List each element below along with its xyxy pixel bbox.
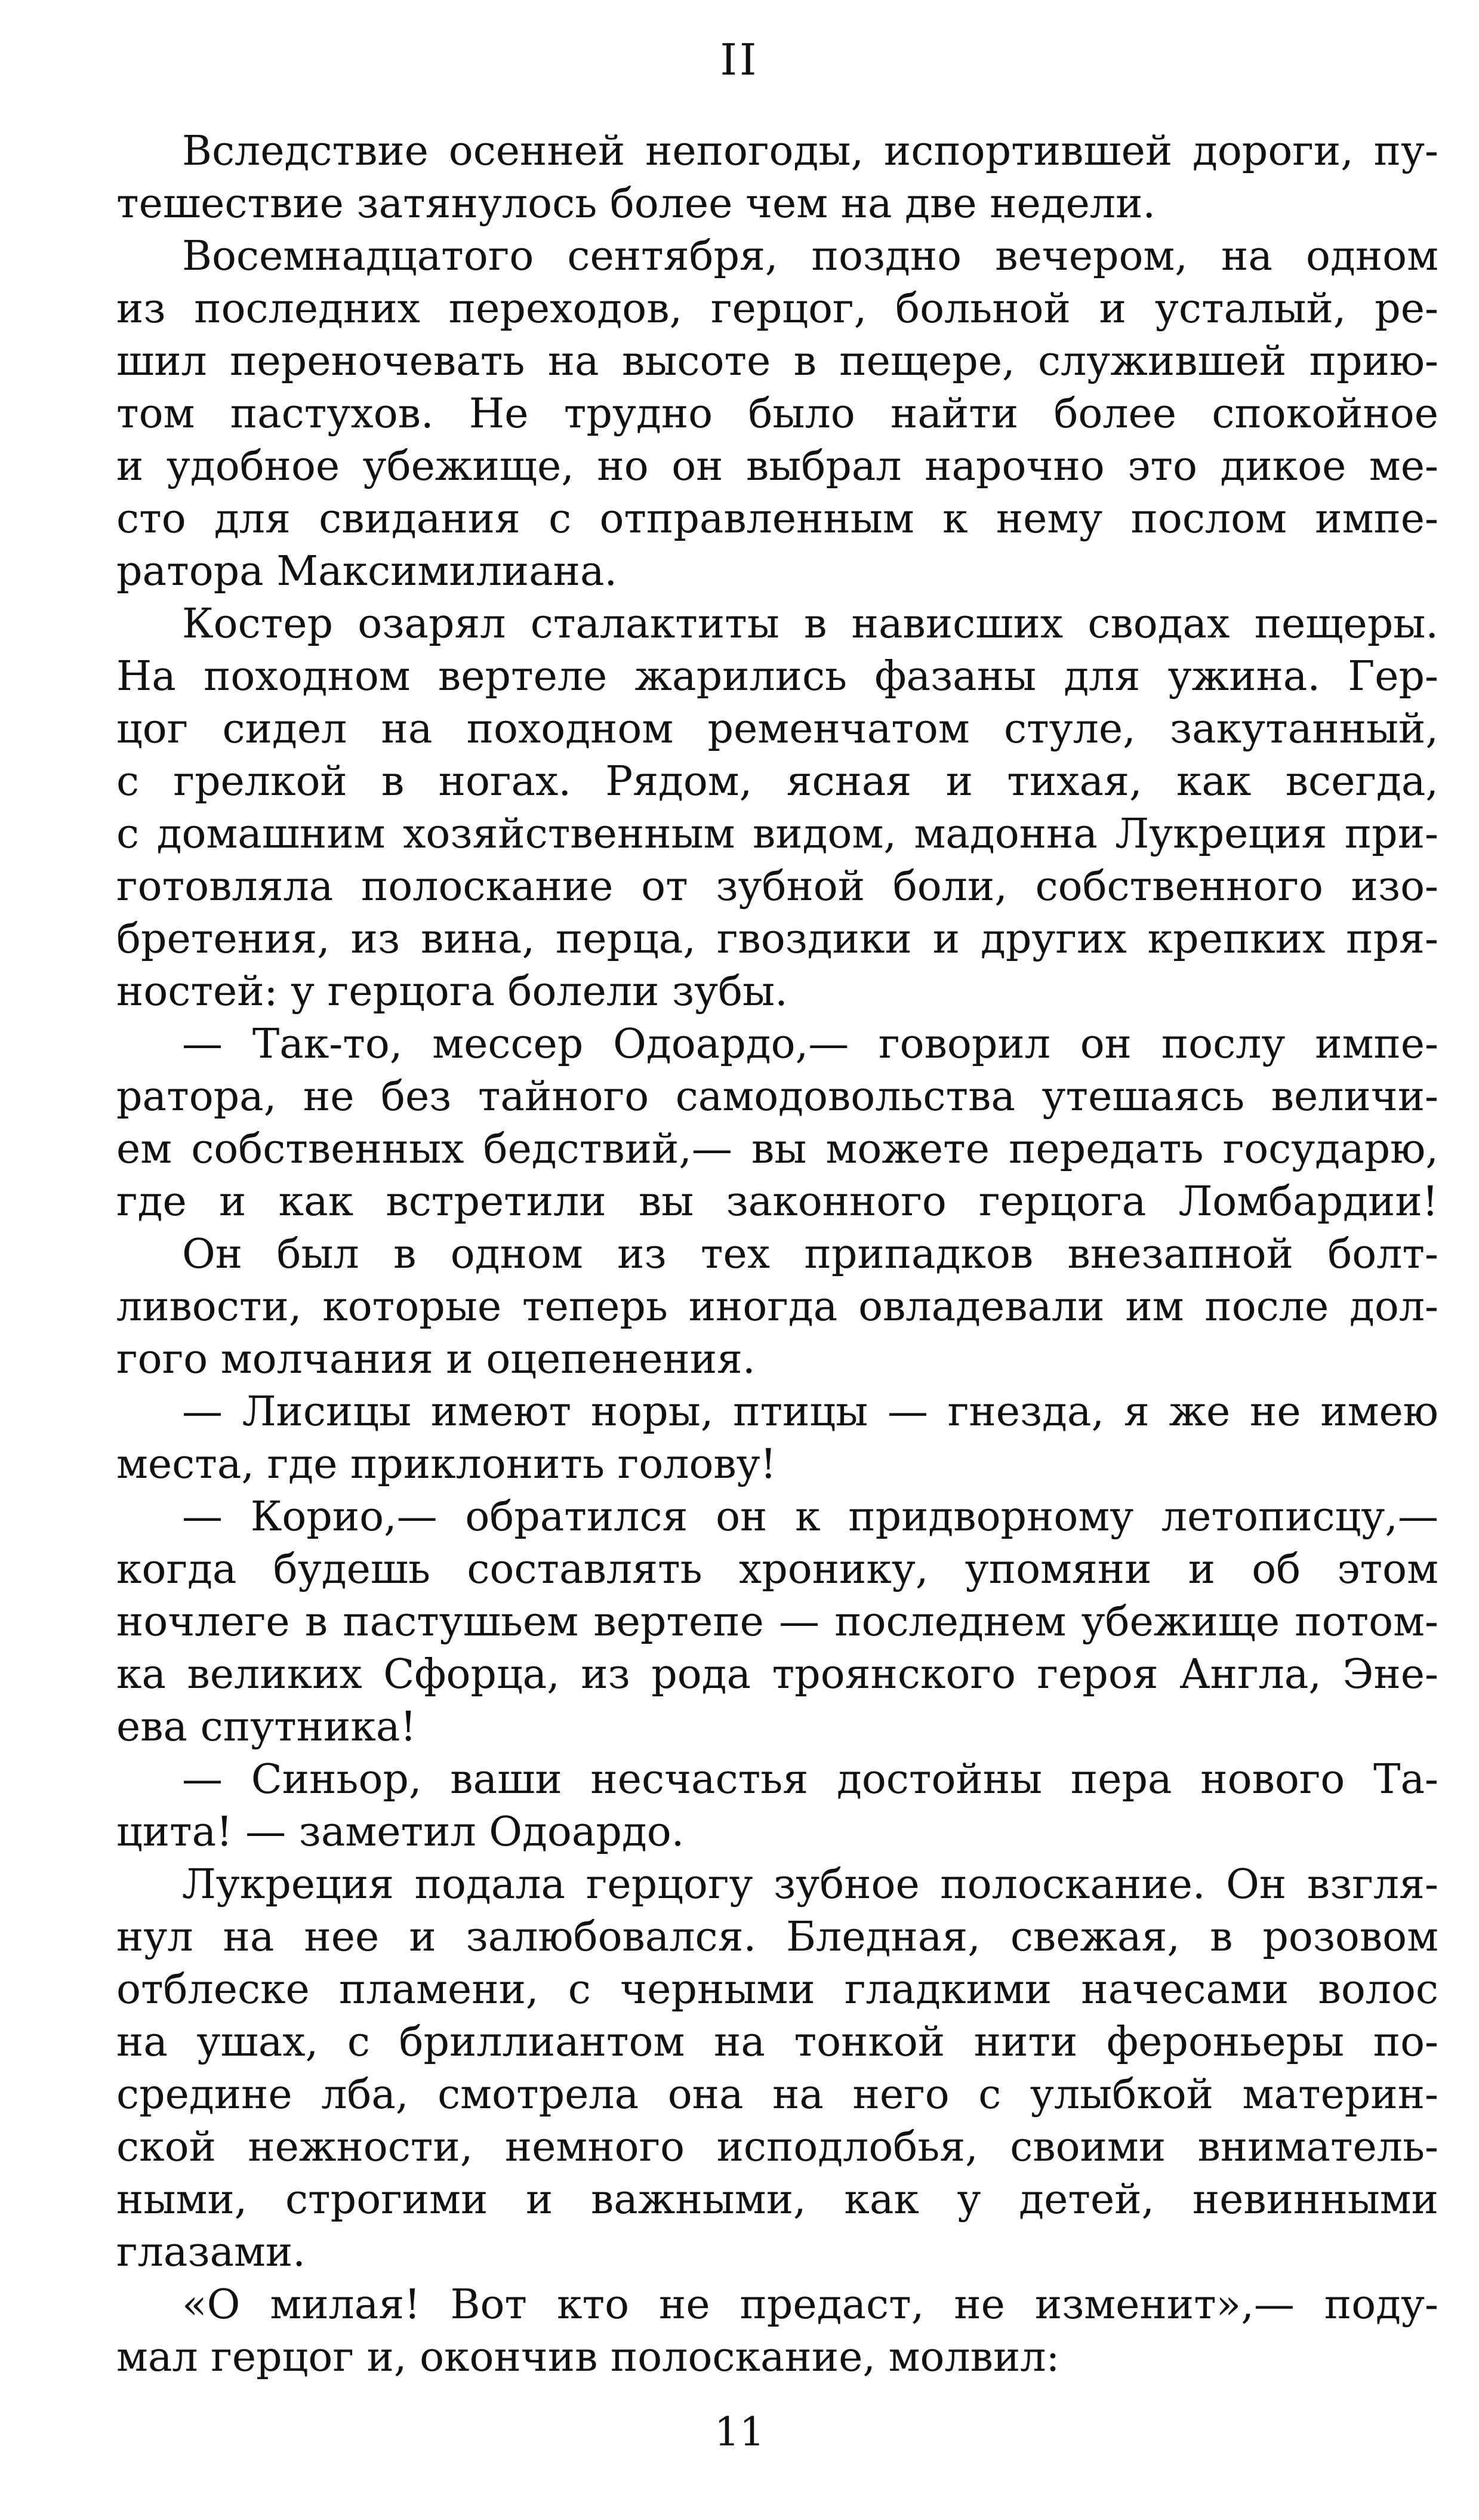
text-line: ными, строгими и важными, как у детей, невинными xyxy=(116,2176,1438,2223)
text-line: с домашним хозяйственным видом, мадонна Лукреция при- xyxy=(116,811,1438,858)
text-line: из последних переходов, герцог, больной и усталый, ре- xyxy=(116,285,1438,332)
text-line: сто для свидания с отправленным к нему послом импе- xyxy=(116,495,1438,543)
text-line: ностей: у герцога болели зубы. xyxy=(116,968,788,1015)
text-line: с грелкой в ногах. Рядом, ясная и тихая, как всегда, xyxy=(116,758,1438,805)
text-line: гого молчания и оцепенения. xyxy=(116,1336,756,1383)
text-line: — Синьор, ваши несчастья достойны пера нового Та- xyxy=(182,1756,1438,1803)
text-line: глазами. xyxy=(116,2229,306,2276)
text-line: Костер озарял сталактиты в нависших сводах пещеры. xyxy=(182,600,1438,648)
text-line: и удобное убежище, но он выбрал нарочно это дикое ме- xyxy=(116,443,1438,490)
text-line: ем собственных бедствий,— вы можете передать государю, xyxy=(116,1126,1438,1173)
text-line: цита! — заметил Одоардо. xyxy=(116,1809,685,1856)
text-line: том пастухов. Не трудно было найти более спокойное xyxy=(116,390,1438,438)
text-line: «О милая! Вот кто не предаст, не изменит»,— поду- xyxy=(182,2281,1438,2328)
paragraph-8 xyxy=(116,1754,1438,1859)
text-line: ской нежности, немного исподлобья, своими вниматель- xyxy=(116,2124,1438,2171)
text-line: Восемнадцатого сентября, поздно вечером, на одном xyxy=(182,233,1438,280)
text-line: шил переночевать на высоте в пещере, служившей прию- xyxy=(116,338,1438,385)
text-line: ратора, не без тайного самодовольства утешаясь величи- xyxy=(116,1073,1438,1120)
text-line: ратора Максимилиана. xyxy=(116,548,618,595)
paragraph-1 xyxy=(116,125,1438,230)
chapter-number: II xyxy=(720,35,759,85)
text-line: бретения, из вина, перца, гвоздики и других крепких пря- xyxy=(116,916,1438,963)
paragraph-6 xyxy=(116,1386,1438,1491)
text-line: когда будешь составлять хронику, упомяни и об этом xyxy=(116,1546,1438,1593)
paragraph-7 xyxy=(116,1491,1438,1754)
text-line: ночлеге в пастушьем вертепе — последнем убежище потом- xyxy=(116,1598,1438,1646)
text-line: — Лисицы имеют норы, птицы — гнезда, я же не имею xyxy=(182,1388,1438,1435)
paragraph-4 xyxy=(116,1018,1438,1228)
paragraph-3 xyxy=(116,598,1438,1018)
text-line: цог сидел на походном ременчатом стуле, закутанный, xyxy=(116,706,1438,753)
text-line: Вследствие осенней непогоды, испортившей дороги, пу- xyxy=(182,128,1438,175)
text-line: На походном вертеле жарились фазаны для ужина. Гер- xyxy=(116,653,1438,700)
text-line: тешествие затянулось более чем на две недели. xyxy=(116,180,1156,227)
text-line: ка великих Сфорца, из рода троянского героя Англа, Эне- xyxy=(116,1651,1438,1698)
text-line: Лукреция подала герцогу зубное полоскание. Он взгля- xyxy=(182,1861,1438,1908)
text-line: — Корио,— обратился он к придворному летописцу,— xyxy=(182,1493,1438,1541)
text-line: — Так-то, мессер Одоардо,— говорил он послу импе- xyxy=(182,1021,1438,1068)
text-line: ливости, которые теперь иногда овладевали им после дол- xyxy=(116,1283,1438,1330)
paragraph-10 xyxy=(116,2279,1438,2384)
paragraph-5 xyxy=(116,1228,1438,1386)
text-line: Он был в одном из тех припадков внезапной болт- xyxy=(182,1231,1438,1278)
text-line: где и как встретили вы законного герцога Ломбардии! xyxy=(116,1178,1438,1225)
text-body xyxy=(116,125,1438,2384)
paragraph-2 xyxy=(116,230,1438,598)
text-line: отблеске пламени, с черными гладкими начесами волос xyxy=(116,1966,1438,2013)
text-line: на ушах, с бриллиантом на тонкой нити фероньеры по- xyxy=(116,2019,1438,2066)
text-line: мал герцог и, окончив полоскание, молвил: xyxy=(116,2334,1060,2381)
text-line: готовляла полоскание от зубной боли, собственного изо- xyxy=(116,863,1438,910)
text-line: ева спутника! xyxy=(116,1703,417,1751)
text-line: средине лба, смотрела она на него с улыбкой материн- xyxy=(116,2071,1438,2118)
text-line: нул на нее и залюбовался. Бледная, свежая, в розовом xyxy=(116,1914,1438,1961)
paragraph-9 xyxy=(116,1859,1438,2279)
text-line: места, где приклонить голову! xyxy=(116,1441,777,1488)
page-number: 11 xyxy=(714,2409,765,2455)
